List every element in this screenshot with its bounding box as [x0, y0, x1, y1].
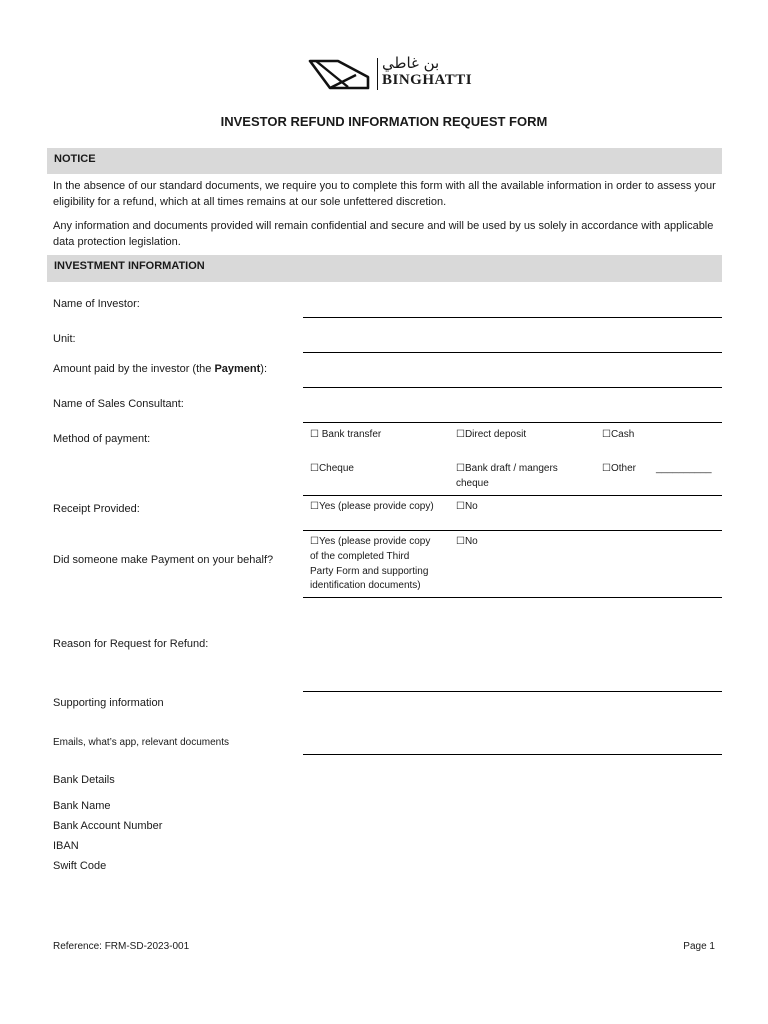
payment-method-divider [303, 495, 722, 496]
option-bank-draft[interactable]: ☐Bank draft / mangers [456, 463, 558, 474]
investment-header [47, 255, 722, 282]
amount-label-pre: Amount paid by the investor (the [53, 363, 215, 375]
iban-label: IBAN [53, 840, 79, 852]
behalf-divider [303, 597, 722, 598]
sales-consultant-field[interactable] [303, 422, 722, 423]
supporting-info-label: Supporting information [53, 697, 164, 709]
option-other-blank[interactable]: __________ [656, 463, 712, 474]
bank-account-label: Bank Account Number [53, 820, 163, 832]
receipt-divider [303, 530, 722, 531]
option-other[interactable]: ☐Other [602, 463, 636, 474]
behalf-no-option[interactable]: ☐No [456, 536, 478, 547]
investment-heading: INVESTMENT INFORMATION [54, 260, 205, 272]
option-cash[interactable]: ☐Cash [602, 429, 635, 440]
notice-paragraph-2: Any information and documents provided will remain confidential and secure and will be used by us solely in accordance with applicable data protection legislation. [53, 220, 714, 248]
logo-divider [377, 58, 378, 90]
amount-field[interactable] [303, 387, 722, 388]
notice-heading: NOTICE [54, 153, 96, 165]
behalf-yes-line-2: of the completed Third [310, 551, 410, 562]
receipt-yes-option[interactable]: ☐Yes (please provide copy) [310, 501, 434, 512]
footer-page-number: Page 1 [683, 941, 715, 952]
unit-field[interactable] [303, 352, 722, 353]
behalf-yes-option[interactable]: ☐Yes (please provide copy [310, 536, 431, 547]
investor-name-label: Name of Investor: [53, 298, 140, 310]
behalf-label: Did someone make Payment on your behalf? [53, 554, 274, 566]
option-bank-transfer[interactable]: ☐ Bank transfer [310, 429, 382, 440]
receipt-label: Receipt Provided: [53, 503, 140, 515]
sales-consultant-label: Name of Sales Consultant: [53, 398, 184, 410]
bank-name-label: Bank Name [53, 800, 111, 812]
refund-reason-label: Reason for Request for Refund: [53, 638, 209, 650]
company-logo [308, 54, 473, 92]
refund-reason-field[interactable] [303, 691, 722, 692]
supporting-info-hint: Emails, what’s app, relevant documents [53, 737, 230, 748]
swift-code-label: Swift Code [53, 860, 107, 872]
option-direct-deposit[interactable]: ☐Direct deposit [456, 429, 527, 440]
amount-label-post: ): [260, 363, 268, 375]
investor-name-field[interactable] [303, 317, 722, 318]
footer-reference: Reference: FRM-SD-2023-001 [53, 941, 190, 952]
notice-paragraph-1: In the absence of our standard documents, we require you to complete this form with all the available information in order to assess your eligibility for a refund, which at all times remains at our sole unfettered discretion. [53, 180, 716, 208]
bank-details-heading: Bank Details [53, 774, 115, 786]
form-title: INVESTOR REFUND INFORMATION REQUEST FORM [220, 114, 548, 129]
amount-label [53, 361, 267, 377]
binghatti-mark-icon [308, 57, 370, 91]
notice-header [47, 148, 722, 174]
option-bank-draft-cont: cheque [456, 478, 489, 489]
receipt-no-option[interactable]: ☐No [456, 501, 478, 512]
supporting-info-field[interactable] [303, 754, 722, 755]
logo-wordmark: BINGHATTI [382, 72, 473, 88]
amount-label-bold: Payment [214, 363, 261, 375]
logo-arabic: بن غاطي [382, 54, 440, 72]
payment-method-label: Method of payment: [53, 433, 151, 445]
unit-label: Unit: [53, 333, 76, 345]
option-cheque[interactable]: ☐Cheque [310, 463, 354, 474]
behalf-yes-line-3: Party Form and supporting [310, 566, 429, 577]
behalf-yes-line-4: identification documents) [310, 580, 421, 591]
